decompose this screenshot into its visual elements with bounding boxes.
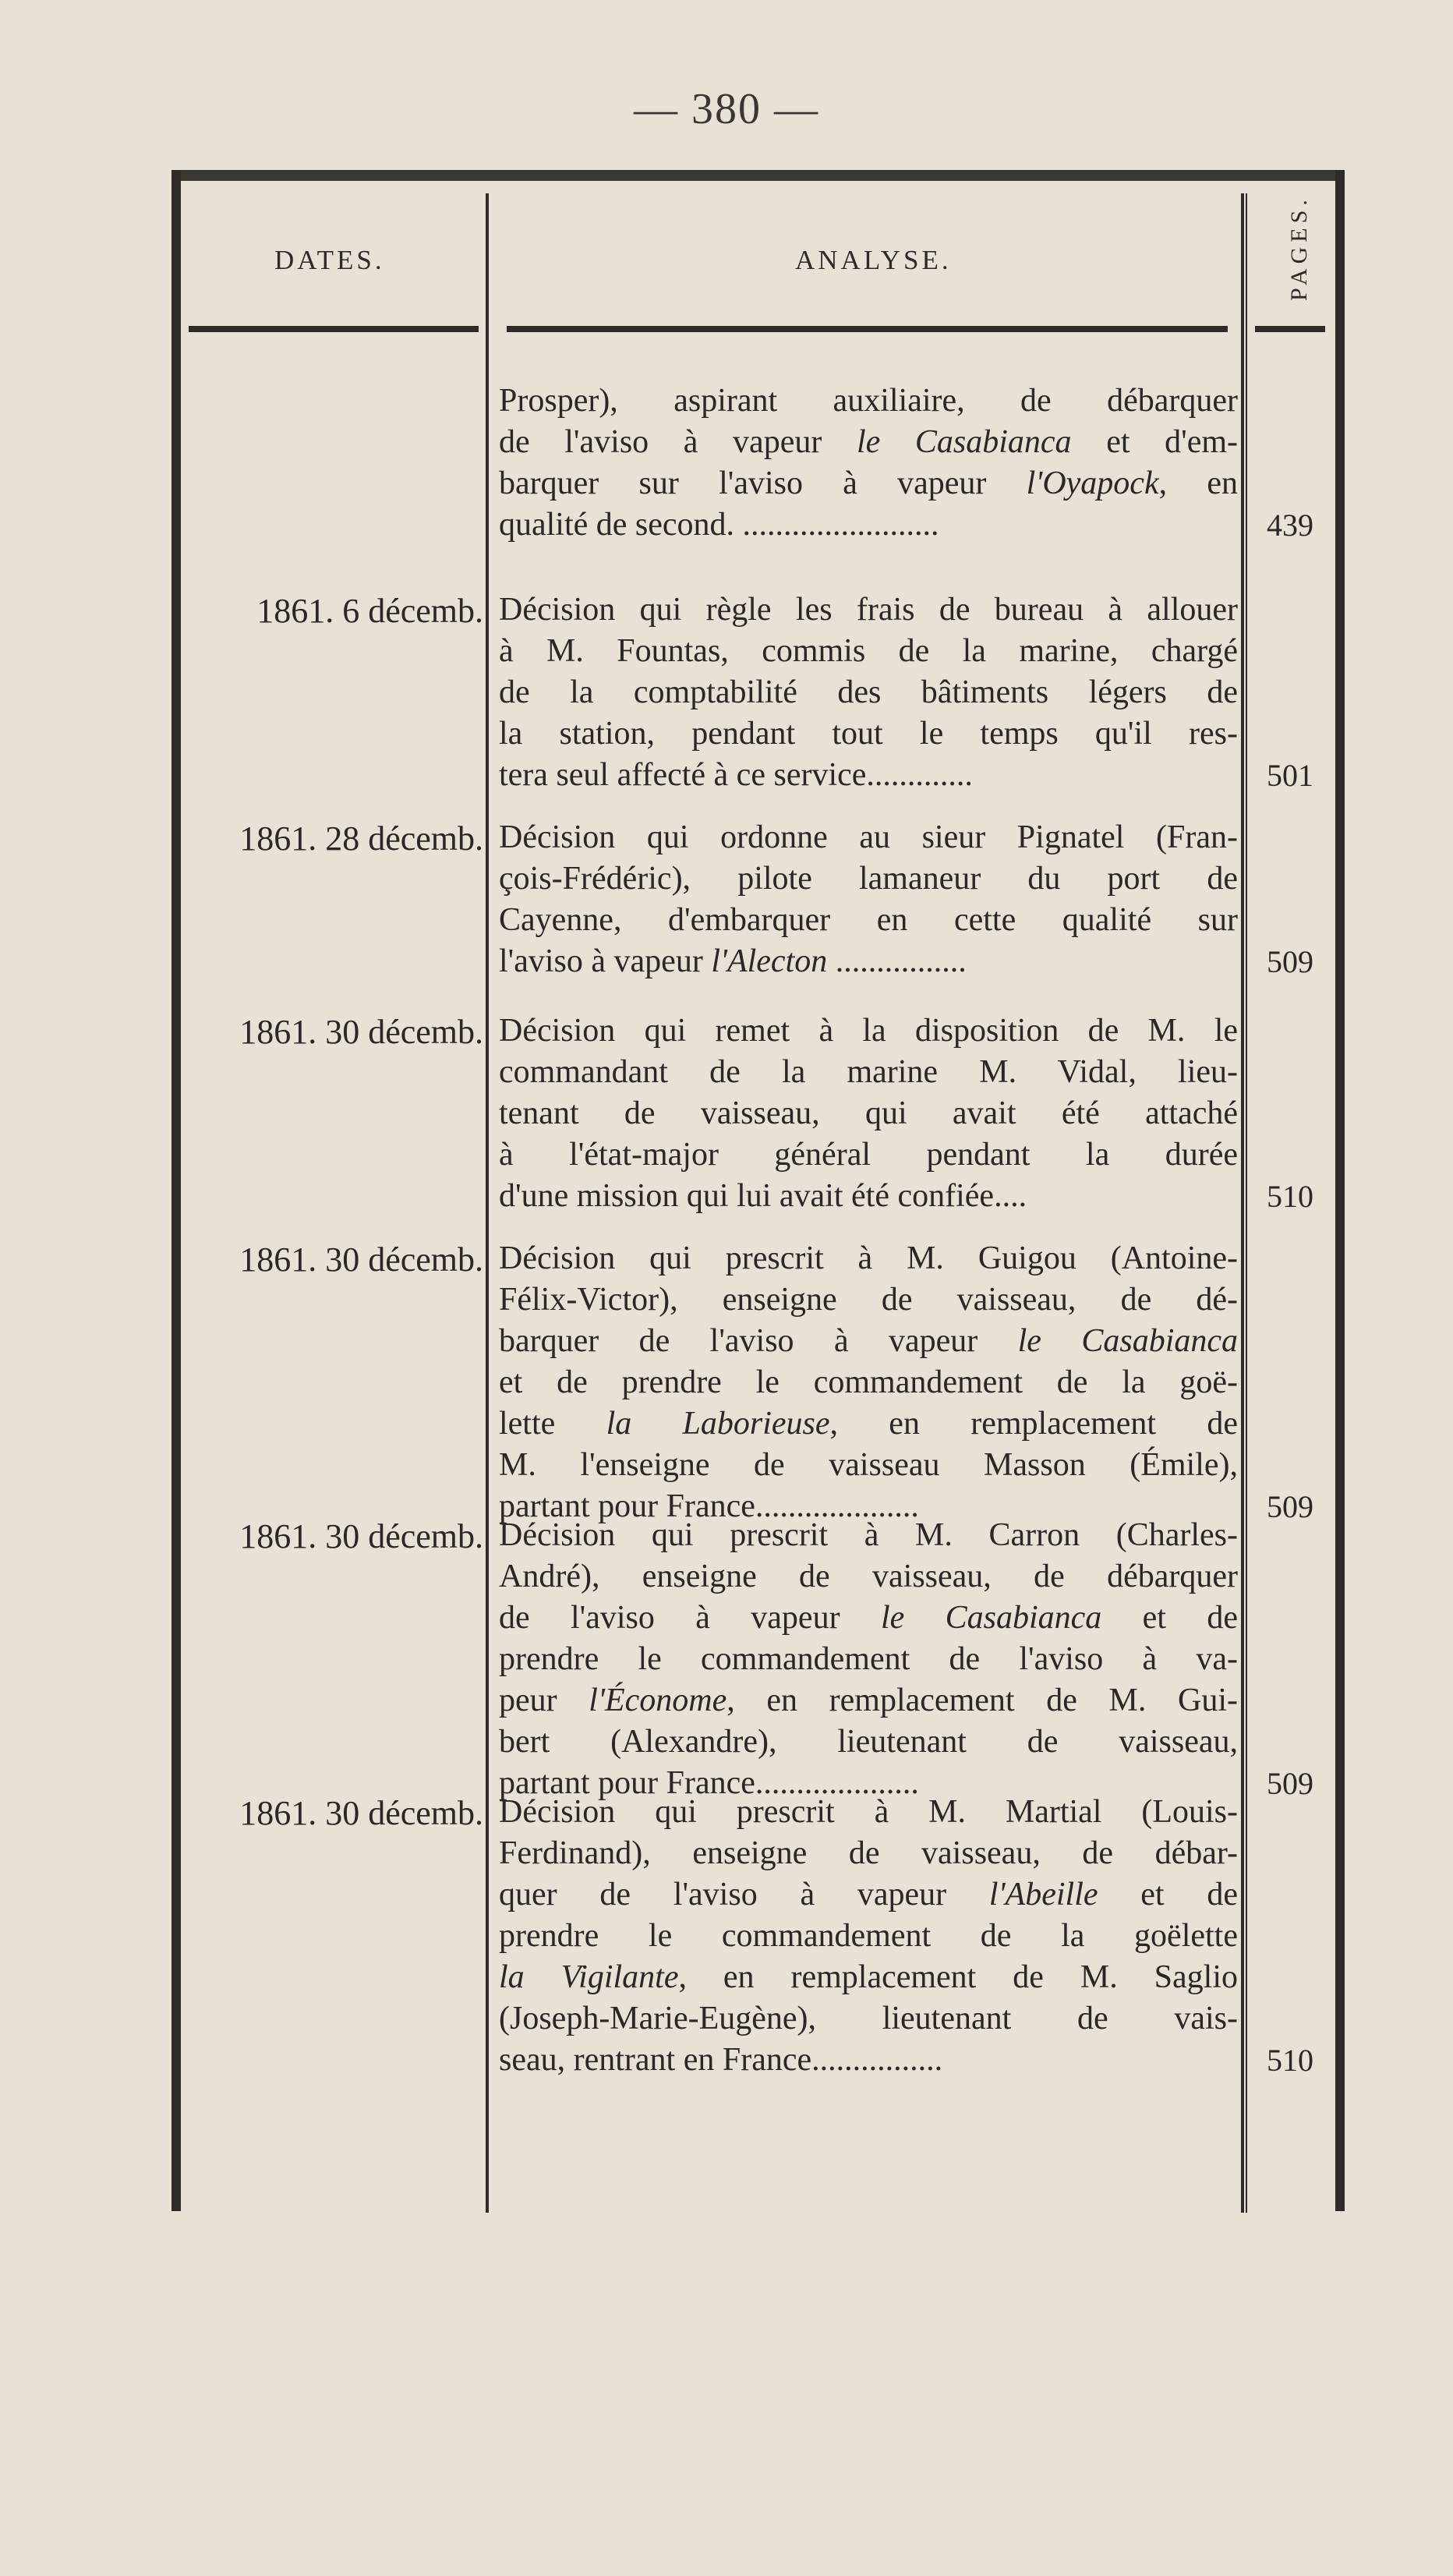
analysis-line: André), enseigne de vaisseau, de débarquer <box>499 1559 1238 1594</box>
analysis-line: peur l'Économe, en remplacement de M. Gui- <box>499 1683 1238 1718</box>
column-divider-analyse-thin <box>1246 193 1247 2213</box>
entry-analysis <box>499 589 1238 796</box>
column-header-analyse: ANALYSE. <box>795 245 952 275</box>
entry-date: 1861. 30 décemb. <box>239 1013 483 1051</box>
analysis-line: à l'état-major général pendant la durée <box>499 1137 1238 1173</box>
top-rule <box>171 170 1345 181</box>
italic-name: la Laborieuse <box>606 1406 830 1442</box>
analysis-line: Décision qui prescrit à M. Guigou (Antoine- <box>499 1240 1238 1276</box>
analysis-line: prendre le commandement de l'aviso à va- <box>499 1641 1238 1677</box>
analysis-line: lette la Laborieuse, en remplacement de <box>499 1406 1239 1442</box>
italic-name: l'Alecton <box>711 943 828 979</box>
analysis-line: Décision qui prescrit à M. Carron (Charles- <box>499 1517 1238 1553</box>
analysis-line: commandant de la marine M. Vidal, lieu- <box>499 1054 1238 1090</box>
header-rule-pages <box>1255 326 1325 332</box>
analysis-line: barquer de l'aviso à vapeur le Casabianca <box>499 1323 1239 1359</box>
entry-analysis <box>499 1792 1238 2081</box>
entry-analysis <box>499 817 1238 982</box>
analysis-line: seau, rentrant en France................ <box>499 2042 943 2078</box>
analysis-line: Décision qui prescrit à M. Martial (Louis- <box>499 1794 1238 1830</box>
italic-name: l'Oyapock <box>1026 465 1159 501</box>
analysis-line: qualité de second. ........................ <box>499 507 939 543</box>
analysis-line: Cayenne, d'embarquer en cette qualité sur <box>499 902 1238 938</box>
analysis-line: (Joseph-Marie-Eugène), lieutenant de vais- <box>499 2001 1238 2036</box>
analysis-line: barquer sur l'aviso à vapeur l'Oyapock, en <box>499 465 1238 501</box>
analysis-line: la Vigilante, en remplacement de M. Saglio <box>499 1959 1238 1995</box>
entry-analysis <box>499 1238 1238 1527</box>
entry-page-ref: 509 <box>1267 944 1313 979</box>
table-frame <box>171 170 1345 2213</box>
analysis-line: de l'aviso à vapeur le Casabianca et d'em- <box>499 424 1238 460</box>
entry-date: 1861. 30 décemb. <box>239 1240 483 1279</box>
entry-date: 1861. 6 décemb. <box>256 592 483 630</box>
analysis-line: Ferdinand), enseigne de vaisseau, de débar- <box>499 1835 1238 1871</box>
analysis-line: et de prendre le commandement de la goë- <box>499 1364 1238 1400</box>
analysis-line: M. l'enseigne de vaisseau Masson (Émile), <box>499 1447 1238 1483</box>
analysis-line: Prosper), aspirant auxiliaire, de débarquer <box>499 383 1238 419</box>
entry-date: 1861. 30 décemb. <box>239 1794 483 1832</box>
analysis-line: de l'aviso à vapeur le Casabianca et de <box>499 1600 1238 1636</box>
entry-page-ref: 510 <box>1267 2043 1313 2078</box>
analysis-line: de la comptabilité des bâtiments légers de <box>499 674 1238 710</box>
italic-name: le Casabianca <box>1017 1323 1239 1359</box>
analysis-line: tera seul affecté à ce service............. <box>499 757 973 793</box>
analysis-line: partant pour France.................... <box>499 1488 919 1524</box>
entry-date: 1861. 30 décemb. <box>239 1517 483 1555</box>
italic-name: le Casabianca <box>856 424 1072 460</box>
entry-analysis <box>499 380 1238 546</box>
column-header-pages: PAGES. <box>1286 195 1312 301</box>
entry-page-ref: 510 <box>1267 1179 1313 1214</box>
right-rule <box>1335 170 1345 2211</box>
analysis-line: tenant de vaisseau, qui avait été attaché <box>499 1095 1238 1131</box>
analysis-line: Félix-Victor), enseigne de vaisseau, de dé- <box>499 1282 1238 1318</box>
header-rule-dates <box>189 326 479 332</box>
analysis-line: d'une mission qui lui avait été confiée.... <box>499 1178 1027 1214</box>
analysis-line: quer de l'aviso à vapeur l'Abeille et de <box>499 1877 1238 1913</box>
page-number: — 380 — <box>634 85 819 133</box>
left-rule <box>171 170 181 2211</box>
entry-analysis <box>499 1010 1238 1217</box>
column-divider-analyse <box>1241 193 1244 2213</box>
analysis-line: çois-Frédéric), pilote lamaneur du port de <box>499 861 1238 897</box>
entry-page-ref: 509 <box>1267 1766 1313 1801</box>
italic-name: le Casabianca <box>880 1600 1102 1636</box>
analysis-line: prendre le commandement de la goëlette <box>499 1918 1238 1954</box>
column-divider-dates <box>486 193 489 2213</box>
entry-date: 1861. 28 décemb. <box>239 819 483 858</box>
entry-page-ref: 501 <box>1267 758 1313 793</box>
analysis-line: Décision qui ordonne au sieur Pignatel (Fran- <box>499 819 1238 855</box>
analysis-line: la station, pendant tout le temps qu'il res- <box>499 716 1238 752</box>
header-rule-analyse <box>507 326 1228 332</box>
analysis-line: Décision qui remet à la disposition de M. le <box>499 1013 1238 1049</box>
analysis-line: bert (Alexandre), lieutenant de vaisseau, <box>499 1724 1238 1760</box>
entry-analysis <box>499 1515 1238 1804</box>
italic-name: la Vigilante <box>499 1959 679 1995</box>
analysis-line: partant pour France.................... <box>499 1765 919 1801</box>
analysis-line: à M. Fountas, commis de la marine, chargé <box>499 633 1238 669</box>
italic-name: l'Abeille <box>988 1877 1098 1913</box>
entry-page-ref: 509 <box>1267 1489 1313 1524</box>
analysis-line: Décision qui règle les frais de bureau à allouer <box>499 592 1238 628</box>
entry-page-ref: 439 <box>1267 508 1313 543</box>
italic-name: l'Économe <box>589 1683 727 1718</box>
column-header-dates: DATES. <box>274 245 385 275</box>
analysis-line: l'aviso à vapeur l'Alecton ................ <box>499 943 967 979</box>
